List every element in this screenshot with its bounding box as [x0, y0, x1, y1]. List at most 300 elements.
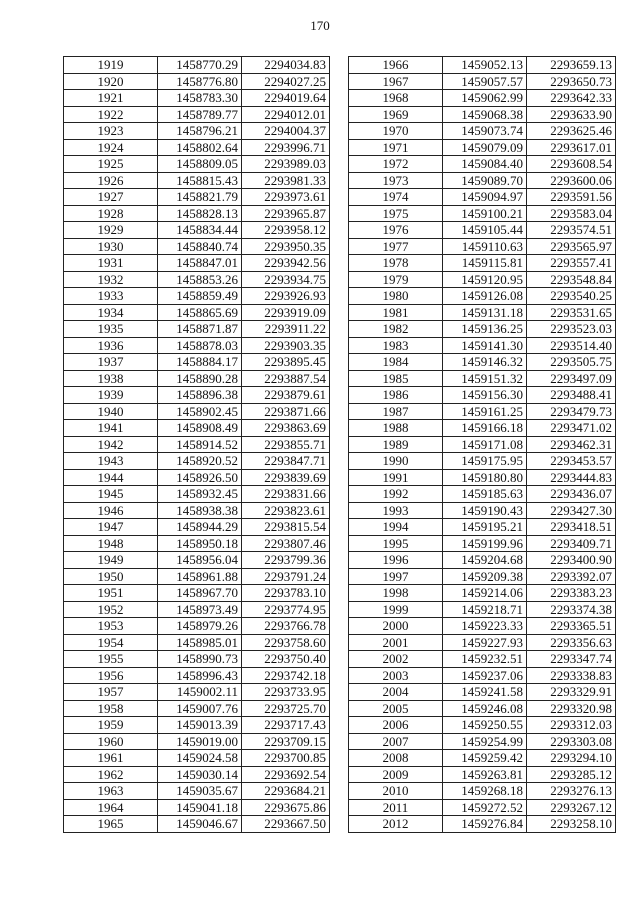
y-coordinate-cell: 2293766.78	[242, 618, 330, 635]
y-coordinate-cell: 2293617.01	[527, 139, 616, 156]
table-row	[64, 469, 330, 486]
x-coordinate-cell: 1459161.25	[443, 403, 527, 420]
y-coordinate-cell: 2293356.63	[527, 634, 616, 651]
table-row	[64, 436, 330, 453]
point-number-cell: 2005	[349, 700, 443, 717]
table-row	[349, 469, 616, 486]
point-number-cell: 1993	[349, 502, 443, 519]
point-number-cell: 1920	[64, 73, 158, 90]
x-coordinate-cell: 1459105.44	[443, 222, 527, 239]
x-coordinate-cell: 1459035.67	[158, 783, 242, 800]
x-coordinate-cell: 1458828.13	[158, 205, 242, 222]
table-row	[64, 387, 330, 404]
x-coordinate-cell: 1459232.51	[443, 651, 527, 668]
x-coordinate-cell: 1459171.08	[443, 436, 527, 453]
point-number-cell: 2012	[349, 816, 443, 833]
point-number-cell: 1938	[64, 370, 158, 387]
y-coordinate-cell: 2293383.23	[527, 585, 616, 602]
point-number-cell: 1988	[349, 420, 443, 437]
x-coordinate-cell: 1458914.52	[158, 436, 242, 453]
table-row	[349, 585, 616, 602]
x-coordinate-cell: 1458990.73	[158, 651, 242, 668]
y-coordinate-cell: 2293523.03	[527, 321, 616, 338]
y-coordinate-cell: 2293667.50	[242, 816, 330, 833]
point-number-cell: 1947	[64, 519, 158, 536]
table-row	[349, 799, 616, 816]
table-row	[64, 799, 330, 816]
y-coordinate-cell: 2293312.03	[527, 717, 616, 734]
table-row	[349, 535, 616, 552]
point-number-cell: 2008	[349, 750, 443, 767]
point-number-cell: 1997	[349, 568, 443, 585]
x-coordinate-cell: 1458847.01	[158, 255, 242, 272]
x-coordinate-cell: 1458789.77	[158, 106, 242, 123]
y-coordinate-cell: 2293514.40	[527, 337, 616, 354]
table-row	[64, 585, 330, 602]
table-row	[64, 271, 330, 288]
point-number-cell: 1985	[349, 370, 443, 387]
x-coordinate-cell: 1458944.29	[158, 519, 242, 536]
point-number-cell: 1933	[64, 288, 158, 305]
point-number-cell: 1978	[349, 255, 443, 272]
table-row	[349, 783, 616, 800]
x-coordinate-cell: 1458979.26	[158, 618, 242, 635]
table-row	[64, 420, 330, 437]
x-coordinate-cell: 1458973.49	[158, 601, 242, 618]
y-coordinate-cell: 2293750.40	[242, 651, 330, 668]
x-coordinate-cell: 1458890.28	[158, 370, 242, 387]
point-number-cell: 1931	[64, 255, 158, 272]
point-number-cell: 1924	[64, 139, 158, 156]
x-coordinate-cell: 1458809.05	[158, 156, 242, 173]
table-row	[64, 502, 330, 519]
x-coordinate-cell: 1458859.49	[158, 288, 242, 305]
table-row	[64, 618, 330, 635]
x-coordinate-cell: 1459094.97	[443, 189, 527, 206]
x-coordinate-cell: 1459259.42	[443, 750, 527, 767]
table-row	[64, 568, 330, 585]
x-coordinate-cell: 1459209.38	[443, 568, 527, 585]
point-number-cell: 1934	[64, 304, 158, 321]
y-coordinate-cell: 2293934.75	[242, 271, 330, 288]
coordinate-table-right	[348, 56, 616, 833]
x-coordinate-cell: 1459115.81	[443, 255, 527, 272]
y-coordinate-cell: 2293823.61	[242, 502, 330, 519]
table-row	[349, 766, 616, 783]
x-coordinate-cell: 1459223.33	[443, 618, 527, 635]
point-number-cell: 1943	[64, 453, 158, 470]
point-number-cell: 1977	[349, 238, 443, 255]
table-row	[349, 354, 616, 371]
point-number-cell: 1949	[64, 552, 158, 569]
table-row	[349, 651, 616, 668]
x-coordinate-cell: 1458776.80	[158, 73, 242, 90]
point-number-cell: 1984	[349, 354, 443, 371]
y-coordinate-cell: 2293700.85	[242, 750, 330, 767]
x-coordinate-cell: 1458938.38	[158, 502, 242, 519]
y-coordinate-cell: 2293365.51	[527, 618, 616, 635]
y-coordinate-cell: 2293684.21	[242, 783, 330, 800]
y-coordinate-cell: 2293453.57	[527, 453, 616, 470]
x-coordinate-cell: 1458802.64	[158, 139, 242, 156]
x-coordinate-cell: 1459057.57	[443, 73, 527, 90]
point-number-cell: 1922	[64, 106, 158, 123]
y-coordinate-cell: 2293871.66	[242, 403, 330, 420]
y-coordinate-cell: 2293725.70	[242, 700, 330, 717]
point-number-cell: 2011	[349, 799, 443, 816]
point-number-cell: 2006	[349, 717, 443, 734]
y-coordinate-cell: 2293320.98	[527, 700, 616, 717]
point-number-cell: 1956	[64, 667, 158, 684]
point-number-cell: 1957	[64, 684, 158, 701]
table-row	[349, 238, 616, 255]
x-coordinate-cell: 1459052.13	[443, 57, 527, 74]
x-coordinate-cell: 1459151.32	[443, 370, 527, 387]
x-coordinate-cell: 1458865.69	[158, 304, 242, 321]
table-row	[349, 420, 616, 437]
table-row	[349, 139, 616, 156]
y-coordinate-cell: 2293863.69	[242, 420, 330, 437]
point-number-cell: 1958	[64, 700, 158, 717]
point-number-cell: 1946	[64, 502, 158, 519]
table-row	[64, 222, 330, 239]
x-coordinate-cell: 1458902.45	[158, 403, 242, 420]
coordinate-table-left	[63, 56, 330, 833]
y-coordinate-cell: 2293462.31	[527, 436, 616, 453]
y-coordinate-cell: 2293958.12	[242, 222, 330, 239]
point-number-cell: 1992	[349, 486, 443, 503]
table-row	[349, 337, 616, 354]
x-coordinate-cell: 1459268.18	[443, 783, 527, 800]
point-number-cell: 1942	[64, 436, 158, 453]
x-coordinate-cell: 1458834.44	[158, 222, 242, 239]
point-number-cell: 1950	[64, 568, 158, 585]
table-row	[64, 370, 330, 387]
x-coordinate-cell: 1459190.43	[443, 502, 527, 519]
y-coordinate-cell: 2293583.04	[527, 205, 616, 222]
point-number-cell: 2009	[349, 766, 443, 783]
y-coordinate-cell: 2293774.95	[242, 601, 330, 618]
x-coordinate-cell: 1458871.87	[158, 321, 242, 338]
y-coordinate-cell: 2293642.33	[527, 90, 616, 107]
x-coordinate-cell: 1458967.70	[158, 585, 242, 602]
point-number-cell: 1967	[349, 73, 443, 90]
coordinate-table-left-body	[64, 57, 330, 833]
table-row	[349, 222, 616, 239]
y-coordinate-cell: 2293675.86	[242, 799, 330, 816]
point-number-cell: 1983	[349, 337, 443, 354]
table-row	[349, 601, 616, 618]
y-coordinate-cell: 2293548.84	[527, 271, 616, 288]
table-row	[349, 321, 616, 338]
y-coordinate-cell: 2293783.10	[242, 585, 330, 602]
table-row	[349, 205, 616, 222]
point-number-cell: 1921	[64, 90, 158, 107]
point-number-cell: 1935	[64, 321, 158, 338]
table-row	[64, 552, 330, 569]
point-number-cell: 1945	[64, 486, 158, 503]
table-row	[349, 106, 616, 123]
point-number-cell: 2000	[349, 618, 443, 635]
table-row	[64, 601, 330, 618]
table-row	[64, 255, 330, 272]
point-number-cell: 1965	[64, 816, 158, 833]
point-number-cell: 1996	[349, 552, 443, 569]
x-coordinate-cell: 1458821.79	[158, 189, 242, 206]
y-coordinate-cell: 2293981.33	[242, 172, 330, 189]
y-coordinate-cell: 2293879.61	[242, 387, 330, 404]
table-row	[64, 238, 330, 255]
table-row	[349, 667, 616, 684]
table-row	[64, 651, 330, 668]
x-coordinate-cell: 1458985.01	[158, 634, 242, 651]
x-coordinate-cell: 1459030.14	[158, 766, 242, 783]
x-coordinate-cell: 1459007.76	[158, 700, 242, 717]
y-coordinate-cell: 2293276.13	[527, 783, 616, 800]
table-row	[64, 717, 330, 734]
table-row	[64, 816, 330, 833]
table-row	[349, 403, 616, 420]
x-coordinate-cell: 1458853.26	[158, 271, 242, 288]
table-row	[349, 304, 616, 321]
x-coordinate-cell: 1459110.63	[443, 238, 527, 255]
y-coordinate-cell: 2294027.25	[242, 73, 330, 90]
x-coordinate-cell: 1459227.93	[443, 634, 527, 651]
point-number-cell: 1955	[64, 651, 158, 668]
table-row	[64, 172, 330, 189]
table-row	[349, 700, 616, 717]
point-number-cell: 1925	[64, 156, 158, 173]
table-row	[349, 172, 616, 189]
point-number-cell: 2003	[349, 667, 443, 684]
table-row	[64, 73, 330, 90]
y-coordinate-cell: 2293717.43	[242, 717, 330, 734]
y-coordinate-cell: 2293436.07	[527, 486, 616, 503]
point-number-cell: 1968	[349, 90, 443, 107]
page-number: 170	[310, 18, 330, 33]
point-number-cell: 1961	[64, 750, 158, 767]
table-row	[64, 57, 330, 74]
y-coordinate-cell: 2293911.22	[242, 321, 330, 338]
y-coordinate-cell: 2293497.09	[527, 370, 616, 387]
y-coordinate-cell: 2293758.60	[242, 634, 330, 651]
x-coordinate-cell: 1458840.74	[158, 238, 242, 255]
table-row	[349, 816, 616, 833]
x-coordinate-cell: 1459204.68	[443, 552, 527, 569]
x-coordinate-cell: 1458920.52	[158, 453, 242, 470]
y-coordinate-cell: 2293374.38	[527, 601, 616, 618]
point-number-cell: 1998	[349, 585, 443, 602]
point-number-cell: 1919	[64, 57, 158, 74]
table-row	[64, 667, 330, 684]
point-number-cell: 1973	[349, 172, 443, 189]
y-coordinate-cell: 2293574.51	[527, 222, 616, 239]
point-number-cell: 1941	[64, 420, 158, 437]
point-number-cell: 1991	[349, 469, 443, 486]
y-coordinate-cell: 2294012.01	[242, 106, 330, 123]
point-number-cell: 1927	[64, 189, 158, 206]
y-coordinate-cell: 2293625.46	[527, 123, 616, 140]
table-row	[349, 717, 616, 734]
y-coordinate-cell: 2293409.71	[527, 535, 616, 552]
y-coordinate-cell: 2293505.75	[527, 354, 616, 371]
y-coordinate-cell: 2294004.37	[242, 123, 330, 140]
point-number-cell: 1981	[349, 304, 443, 321]
y-coordinate-cell: 2293950.35	[242, 238, 330, 255]
x-coordinate-cell: 1459272.52	[443, 799, 527, 816]
point-number-cell: 1976	[349, 222, 443, 239]
x-coordinate-cell: 1458932.45	[158, 486, 242, 503]
table-row	[64, 750, 330, 767]
point-number-cell: 2010	[349, 783, 443, 800]
x-coordinate-cell: 1459013.39	[158, 717, 242, 734]
x-coordinate-cell: 1459214.06	[443, 585, 527, 602]
point-number-cell: 1980	[349, 288, 443, 305]
x-coordinate-cell: 1458950.18	[158, 535, 242, 552]
y-coordinate-cell: 2293942.56	[242, 255, 330, 272]
point-number-cell: 1944	[64, 469, 158, 486]
y-coordinate-cell: 2293427.30	[527, 502, 616, 519]
point-number-cell: 1948	[64, 535, 158, 552]
table-row	[349, 552, 616, 569]
y-coordinate-cell: 2293989.03	[242, 156, 330, 173]
point-number-cell: 1928	[64, 205, 158, 222]
point-number-cell: 1970	[349, 123, 443, 140]
table-row	[64, 354, 330, 371]
point-number-cell: 1982	[349, 321, 443, 338]
y-coordinate-cell: 2293903.35	[242, 337, 330, 354]
table-row	[349, 684, 616, 701]
point-number-cell: 1975	[349, 205, 443, 222]
y-coordinate-cell: 2293742.18	[242, 667, 330, 684]
table-row	[64, 453, 330, 470]
point-number-cell: 1987	[349, 403, 443, 420]
table-row	[349, 370, 616, 387]
y-coordinate-cell: 2293973.61	[242, 189, 330, 206]
x-coordinate-cell: 1459146.32	[443, 354, 527, 371]
table-row	[349, 568, 616, 585]
point-number-cell: 1974	[349, 189, 443, 206]
y-coordinate-cell: 2293815.54	[242, 519, 330, 536]
x-coordinate-cell: 1459195.21	[443, 519, 527, 536]
y-coordinate-cell: 2293791.24	[242, 568, 330, 585]
x-coordinate-cell: 1459254.99	[443, 733, 527, 750]
table-row	[64, 123, 330, 140]
table-row	[349, 519, 616, 536]
x-coordinate-cell: 1458884.17	[158, 354, 242, 371]
y-coordinate-cell: 2293807.46	[242, 535, 330, 552]
table-row	[64, 156, 330, 173]
y-coordinate-cell: 2293919.09	[242, 304, 330, 321]
x-coordinate-cell: 1459199.96	[443, 535, 527, 552]
y-coordinate-cell: 2293965.87	[242, 205, 330, 222]
y-coordinate-cell: 2293488.41	[527, 387, 616, 404]
point-number-cell: 1936	[64, 337, 158, 354]
table-row	[349, 73, 616, 90]
point-number-cell: 1990	[349, 453, 443, 470]
y-coordinate-cell: 2294019.64	[242, 90, 330, 107]
table-row	[64, 321, 330, 338]
y-coordinate-cell: 2293479.73	[527, 403, 616, 420]
x-coordinate-cell: 1459218.71	[443, 601, 527, 618]
y-coordinate-cell: 2293650.73	[527, 73, 616, 90]
table-row	[64, 90, 330, 107]
x-coordinate-cell: 1459089.70	[443, 172, 527, 189]
y-coordinate-cell: 2293895.45	[242, 354, 330, 371]
y-coordinate-cell: 2293847.71	[242, 453, 330, 470]
point-number-cell: 1963	[64, 783, 158, 800]
x-coordinate-cell: 1459276.84	[443, 816, 527, 833]
x-coordinate-cell: 1459141.30	[443, 337, 527, 354]
point-number-cell: 1966	[349, 57, 443, 74]
x-coordinate-cell: 1459041.18	[158, 799, 242, 816]
y-coordinate-cell: 2293692.54	[242, 766, 330, 783]
x-coordinate-cell: 1458796.21	[158, 123, 242, 140]
y-coordinate-cell: 2293799.36	[242, 552, 330, 569]
table-row	[349, 486, 616, 503]
y-coordinate-cell: 2293600.06	[527, 172, 616, 189]
table-row	[64, 139, 330, 156]
x-coordinate-cell: 1459084.40	[443, 156, 527, 173]
y-coordinate-cell: 2293294.10	[527, 750, 616, 767]
point-number-cell: 1954	[64, 634, 158, 651]
x-coordinate-cell: 1459175.95	[443, 453, 527, 470]
y-coordinate-cell: 2293303.08	[527, 733, 616, 750]
x-coordinate-cell: 1458996.43	[158, 667, 242, 684]
x-coordinate-cell: 1459180.80	[443, 469, 527, 486]
y-coordinate-cell: 2293565.97	[527, 238, 616, 255]
x-coordinate-cell: 1459136.25	[443, 321, 527, 338]
table-row	[64, 634, 330, 651]
y-coordinate-cell: 2293329.91	[527, 684, 616, 701]
y-coordinate-cell: 2293733.95	[242, 684, 330, 701]
point-number-cell: 1971	[349, 139, 443, 156]
y-coordinate-cell: 2293709.15	[242, 733, 330, 750]
point-number-cell: 1937	[64, 354, 158, 371]
table-row	[64, 684, 330, 701]
x-coordinate-cell: 1459120.95	[443, 271, 527, 288]
table-row	[64, 486, 330, 503]
table-row	[64, 733, 330, 750]
table-row	[64, 337, 330, 354]
point-number-cell: 1964	[64, 799, 158, 816]
table-row	[64, 106, 330, 123]
point-number-cell: 2001	[349, 634, 443, 651]
point-number-cell: 1959	[64, 717, 158, 734]
point-number-cell: 1969	[349, 106, 443, 123]
x-coordinate-cell: 1458878.03	[158, 337, 242, 354]
y-coordinate-cell: 2293444.83	[527, 469, 616, 486]
x-coordinate-cell: 1459237.06	[443, 667, 527, 684]
table-row	[349, 634, 616, 651]
point-number-cell: 1929	[64, 222, 158, 239]
x-coordinate-cell: 1459185.63	[443, 486, 527, 503]
x-coordinate-cell: 1458896.38	[158, 387, 242, 404]
table-row	[64, 205, 330, 222]
table-row	[349, 123, 616, 140]
point-number-cell: 1926	[64, 172, 158, 189]
table-row	[64, 700, 330, 717]
table-row	[349, 387, 616, 404]
table-row	[349, 618, 616, 635]
point-number-cell: 1986	[349, 387, 443, 404]
x-coordinate-cell: 1459046.67	[158, 816, 242, 833]
table-row	[349, 453, 616, 470]
x-coordinate-cell: 1458961.88	[158, 568, 242, 585]
x-coordinate-cell: 1459241.58	[443, 684, 527, 701]
point-number-cell: 1994	[349, 519, 443, 536]
y-coordinate-cell: 2293608.54	[527, 156, 616, 173]
